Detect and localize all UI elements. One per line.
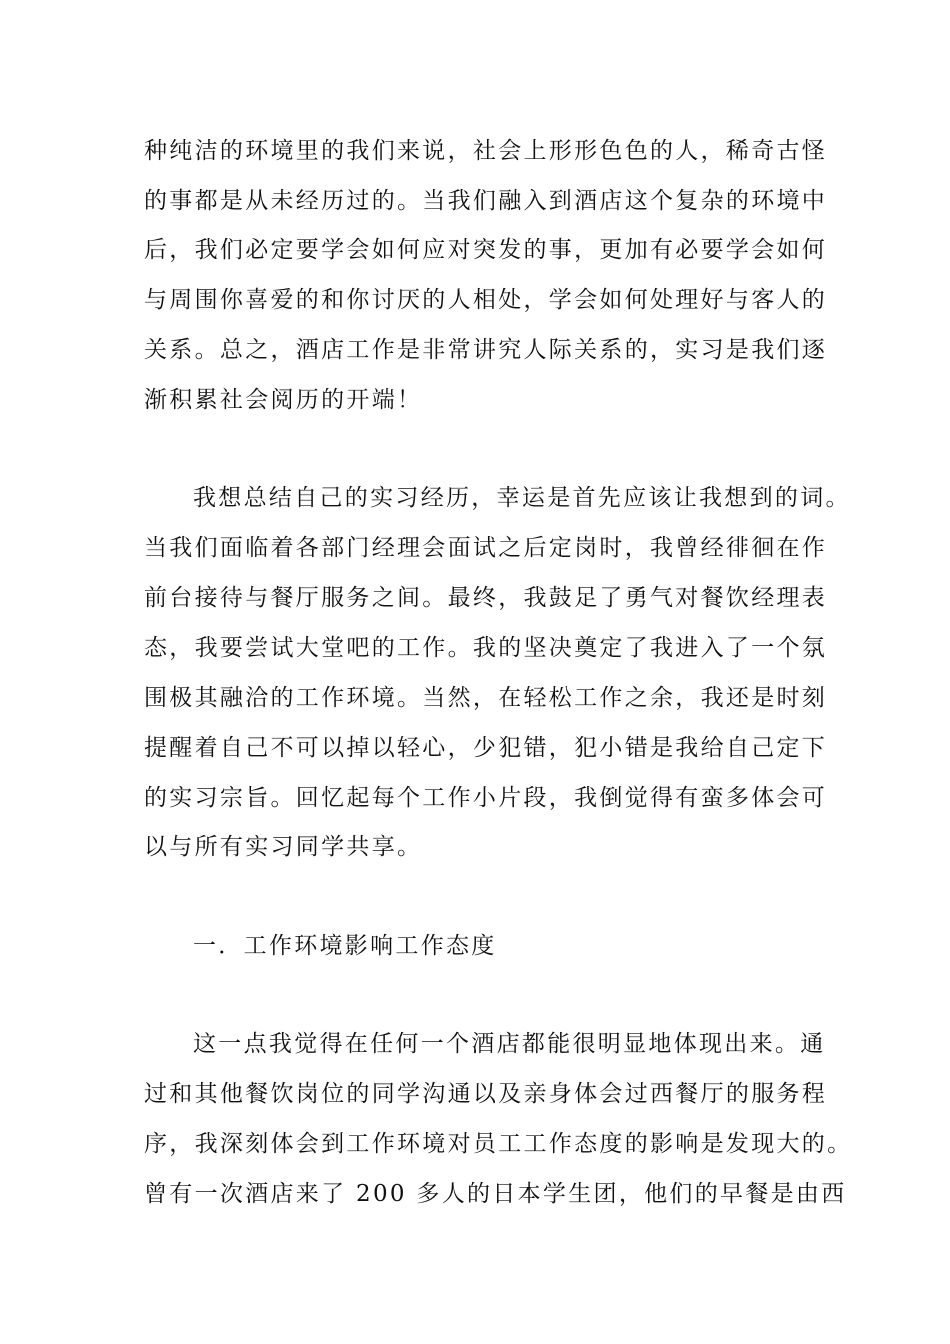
paragraph-first-line: 我想总结自己的实习经历，幸运是首先应该让我想到的词。	[193, 485, 851, 511]
body-text-line: 种纯洁的环境里的我们来说，社会上形形色色的人，稀奇古怪	[144, 138, 828, 164]
body-text-line: 态，我要尝试大堂吧的工作。我的坚决奠定了我进入了一个氛	[144, 635, 828, 661]
body-text-line: 以与所有实习同学共享。	[144, 834, 423, 860]
body-text-line: 曾有一次酒店来了 200 多人的日本学生团，他们的早餐是由西	[144, 1181, 847, 1207]
section-heading: 一．工作环境影响工作态度	[193, 933, 497, 959]
body-text-line: 提醒着自己不可以掉以轻心，少犯错，犯小错是我给自己定下	[144, 735, 828, 761]
body-text-line: 关系。总之，酒店工作是非常讲究人际关系的，实习是我们逐	[144, 337, 828, 363]
body-text-line: 当我们面临着各部门经理会面试之后定岗时，我曾经徘徊在作	[144, 535, 828, 561]
body-text-line: 过和其他餐饮岗位的同学沟通以及亲身体会过西餐厅的服务程	[144, 1081, 828, 1107]
body-text-line: 渐积累社会阅历的开端！	[144, 387, 423, 413]
body-text-line: 的事都是从未经历过的。当我们融入到酒店这个复杂的环境中	[144, 188, 828, 214]
body-text-line: 前台接待与餐厅服务之间。最终，我鼓足了勇气对餐饮经理表	[144, 585, 828, 611]
paragraph-first-line: 这一点我觉得在任何一个酒店都能很明显地体现出来。通	[193, 1031, 826, 1057]
body-text-line: 的实习宗旨。回忆起每个工作小片段，我倒觉得有蛮多体会可	[144, 785, 828, 811]
body-text-line: 序，我深刻体会到工作环境对员工工作态度的影响是发现大的。	[144, 1131, 853, 1157]
body-text-line: 与周围你喜爱的和你讨厌的人相处，学会如何处理好与客人的	[144, 287, 828, 313]
body-text-line: 围极其融洽的工作环境。当然，在轻松工作之余，我还是时刻	[144, 685, 828, 711]
body-text-line: 后，我们必定要学会如何应对突发的事，更加有必要学会如何	[144, 237, 828, 263]
